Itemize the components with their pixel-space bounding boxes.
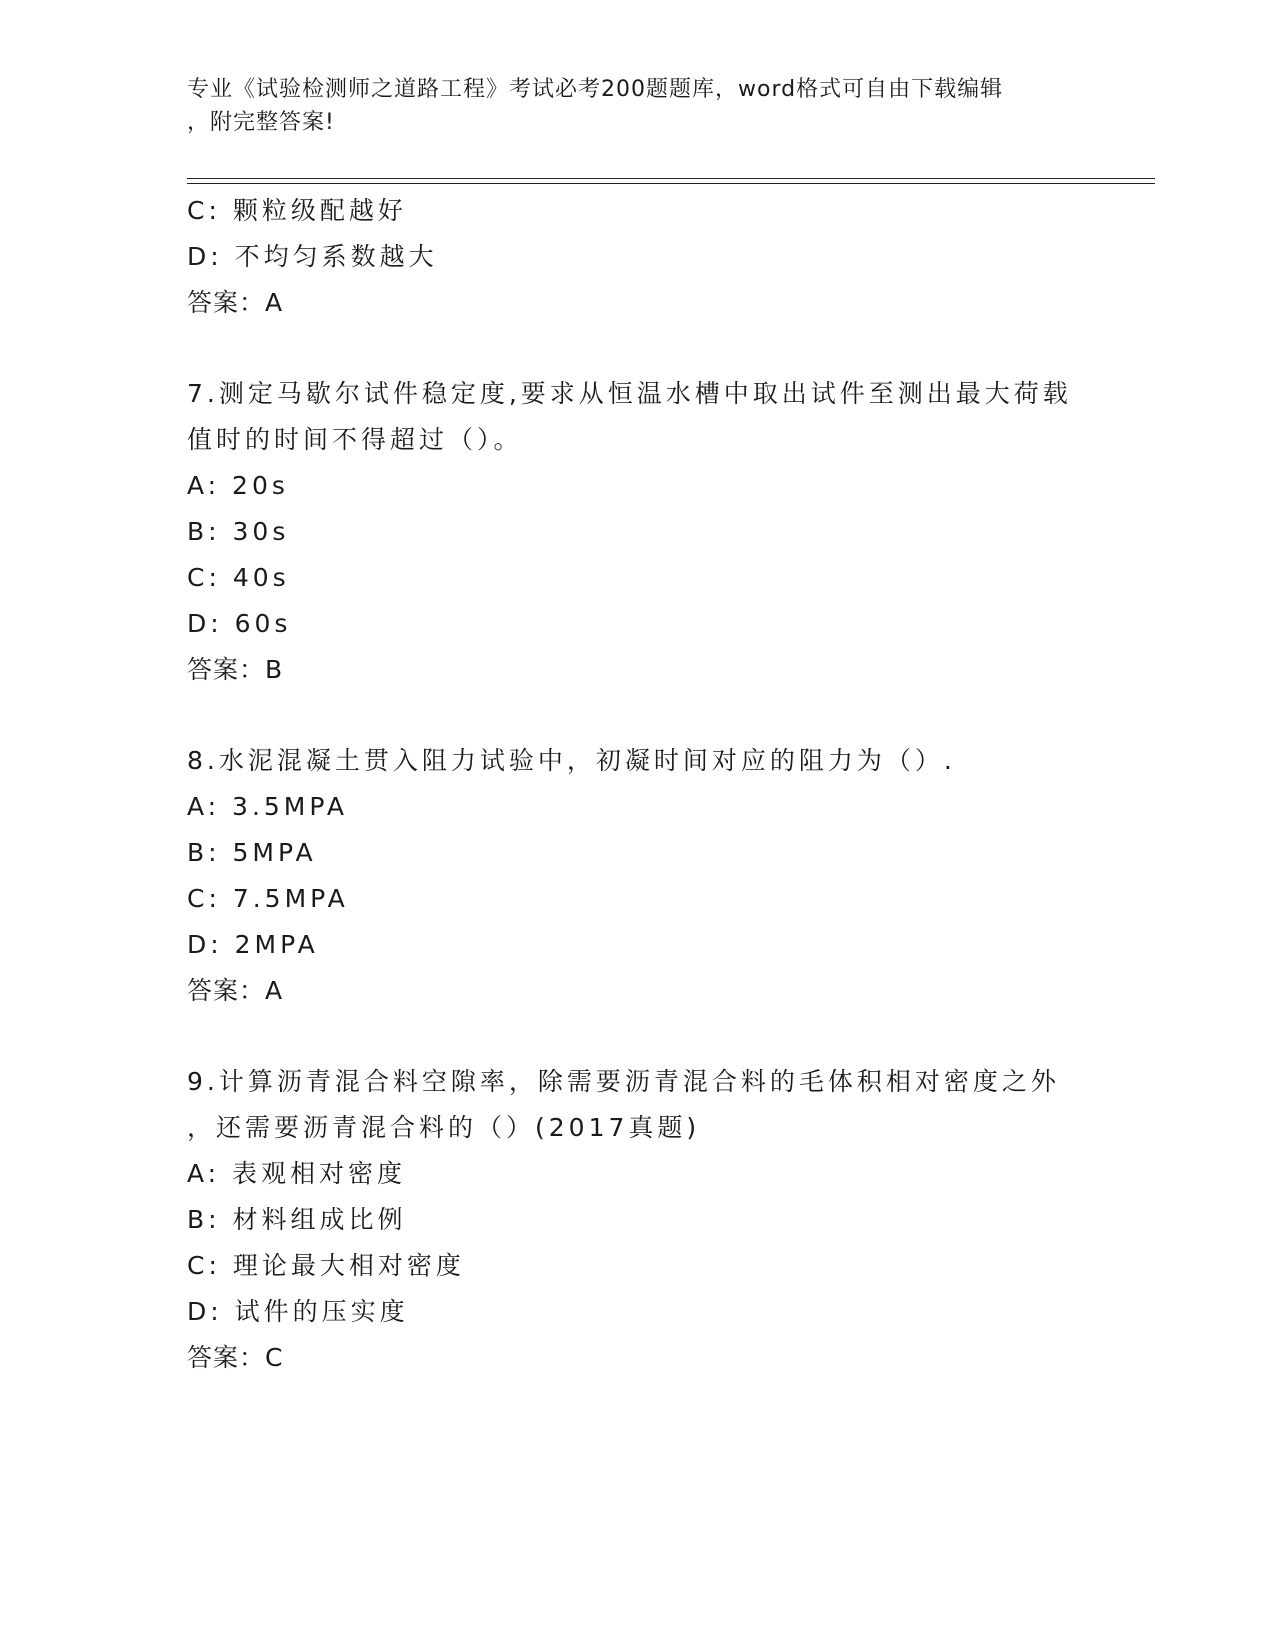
- question-stem-line: 8.水泥混凝土贯入阻力试验中，初凝时间对应的阻力为（）.: [187, 746, 956, 775]
- question-stem-line: 值时的时间不得超过（）。: [187, 425, 523, 454]
- option-d: D: 60s: [187, 609, 292, 638]
- option-b: B: 30s: [187, 517, 290, 546]
- question-stem-line: 7.测定马歇尔试件稳定度,要求从恒温水槽中取出试件至测出最大荷载: [187, 379, 1072, 408]
- option-d: D: 2MPA: [187, 930, 319, 959]
- option-d: D: 不均匀系数越大: [187, 242, 438, 271]
- answer-line: 答案：A: [187, 288, 284, 317]
- answer-line: 答案：A: [187, 976, 284, 1005]
- question-stem-line: 9.计算沥青混合料空隙率，除需要沥青混合料的毛体积相对密度之外: [187, 1067, 1060, 1096]
- option-b: B: 5MPA: [187, 838, 317, 867]
- answer-line: 答案：B: [187, 655, 284, 684]
- option-c: C: 40s: [187, 563, 290, 592]
- question-stem-line: ，还需要沥青混合料的（）(2017真题): [187, 1113, 701, 1142]
- question-8: [187, 738, 1087, 1014]
- document-header: [187, 73, 1067, 139]
- option-c: C: 7.5MPA: [187, 884, 349, 913]
- header-title-line-1: 专业《试验检测师之道路工程》考试必考200题题库，word格式可自由下载编辑: [187, 77, 1004, 102]
- question-list: [187, 188, 1087, 1381]
- option-a: A: 3.5MPA: [187, 792, 348, 821]
- question-9: [187, 1059, 1087, 1381]
- header-title-line-2: ，附完整答案!: [187, 110, 335, 135]
- answer-line: 答案：C: [187, 1343, 284, 1372]
- spacer: [187, 1014, 1087, 1059]
- option-a: A: 表观相对密度: [187, 1159, 407, 1188]
- header-divider-top: [187, 178, 1155, 179]
- spacer: [187, 326, 1087, 371]
- option-a: A: 20s: [187, 471, 289, 500]
- option-c: C: 颗粒级配越好: [187, 196, 407, 225]
- question-continued: [187, 188, 1087, 326]
- option-d: D: 试件的压实度: [187, 1297, 409, 1326]
- option-c: C: 理论最大相对密度: [187, 1251, 465, 1280]
- question-7: [187, 371, 1087, 693]
- option-b: B: 材料组成比例: [187, 1205, 407, 1234]
- spacer: [187, 693, 1087, 738]
- header-divider-bottom: [187, 183, 1155, 184]
